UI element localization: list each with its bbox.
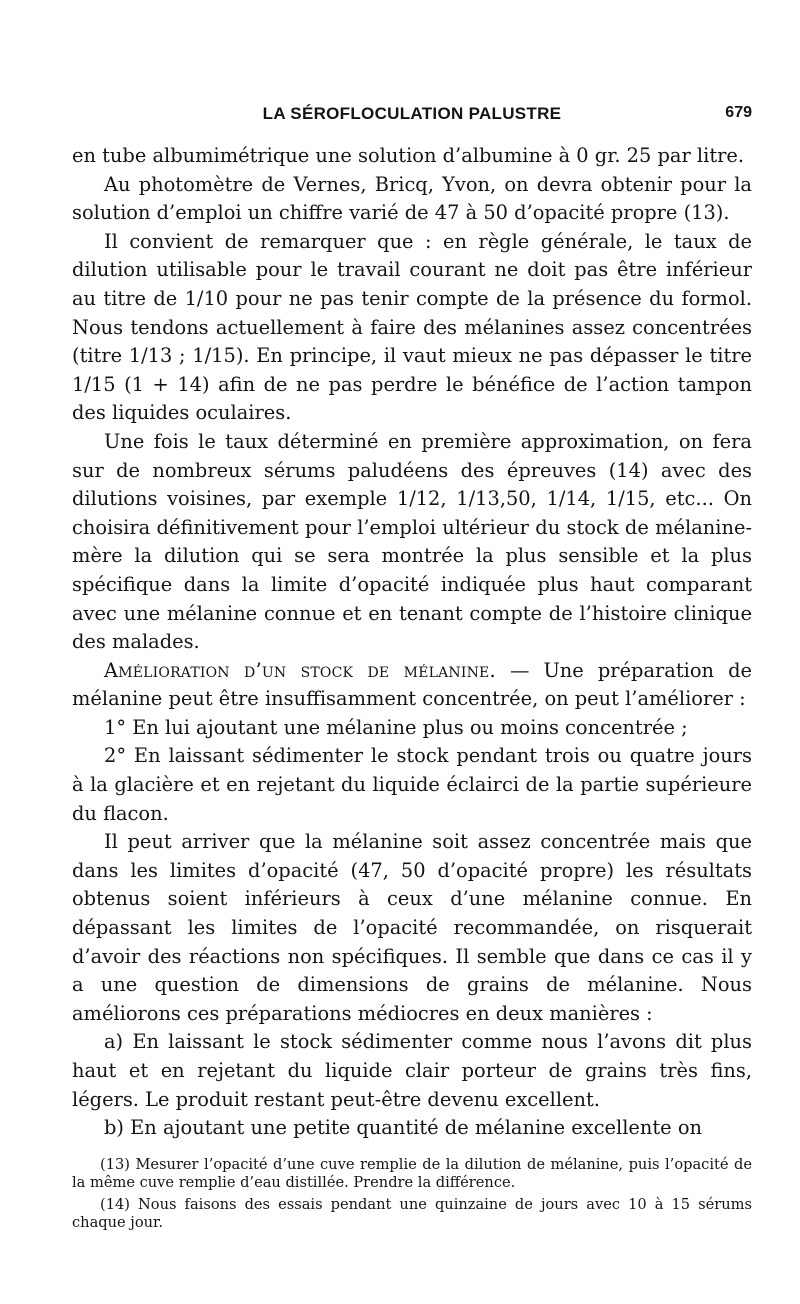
footnote-13: (13) Mesurer l’opacité d’une cuve remplie de la dilution de mélanine, puis l’opacité de la même cuve remplie d’eau distillée. Prendre la différence. — [72, 1156, 752, 1191]
list-item-2: 2° En laissant sédimenter le stock pendant trois ou quatre jours à la glacière et en rejetant du liquide éclairci de la partie supérieure du flacon. — [72, 744, 752, 825]
paragraph-dilution: Il convient de remarquer que : en règle générale, le taux de dilution utilisable pour le travail courant ne doit pas être inférieur au titre de 1/10 pour ne pas tenir compte de la présence du formol. Nous tendons actuellement à faire des mélanines assez concentrées (titre 1/13 ; 1/15). En principe, il vaut mieux ne pas dépasser le titre 1/15 (1 + 14) afin de ne pas perdre le bénéfice de l’action tampon des liquides oculaires. — [72, 229, 752, 425]
running-title: LA SÉROFLOCULATION PALUSTRE — [262, 104, 562, 123]
paragraph-opacite: Il peut arriver que la mélanine soit assez concentrée mais que dans les limites d’opacité (47, 50 d’opacité propre) les résultats obtenus soient inférieurs à ceux d’une mélanine connue. En dépassant les limites de l’opacité recommandée, on risquerait d’avoir des réactions non spécifiques. Il semble que dans ce cas il y a une question de dimensions de grains de mélanine. Nous améliorons ces préparations médiocres en deux manières : — [72, 830, 752, 1025]
section-heading: Amélioration d’un stock de mélanine. — [104, 658, 496, 682]
list-item-b: b) En ajoutant une petite quantité de mélanine excellente on — [104, 1116, 702, 1140]
body-text — [72, 142, 752, 1143]
paragraph-approximation: Une fois le taux déterminé en première approximation, on fera sur de nombreux sérums paludéens des épreuves (14) avec des dilutions voisines, par exemple 1/12, 1/13,50, 1/14, 1/15, etc... On choisira définitivement pour l’emploi ultérieur du stock de mélanine-mère la dilution qui se sera montrée la plus sensible et la plus spécifique dans la limite d’opacité indiquée plus haut comparant avec une mélanine connue et en tenant compte de l’histoire clinique des malades. — [72, 429, 752, 654]
paragraph-continuation: en tube albumimétrique une solution d’albumine à 0 gr. 25 par litre. — [72, 144, 745, 167]
footnote-14: (14) Nous faisons des essais pendant une quinzaine de jours avec 10 à 15 sérums chaque jour. — [72, 1196, 752, 1231]
section-heading-dash: — — [495, 658, 544, 682]
section-paragraph — [72, 657, 752, 714]
list-item-1: 1° En lui ajoutant une mélanine plus ou moins concentrée ; — [104, 715, 688, 739]
paragraph-photometre: Au photomètre de Vernes, Bricq, Yvon, on devra obtenir pour la solution d’emploi un chiffre varié de 47 à 50 d’opacité propre (13). — [72, 172, 752, 225]
section-intro: Une préparation de mélanine peut être insuffisamment concentrée, on peut l’améliorer : — [72, 658, 753, 711]
list-item-a: a) En laissant le stock sédimenter comme nous l’avons dit plus haut et en rejetant du liquide clair porteur de grains très fins, légers. Le produit restant peut-être devenu excellent. — [72, 1030, 752, 1111]
page-number: 679 — [725, 104, 752, 121]
footnotes — [72, 1156, 752, 1232]
running-head — [72, 104, 752, 128]
